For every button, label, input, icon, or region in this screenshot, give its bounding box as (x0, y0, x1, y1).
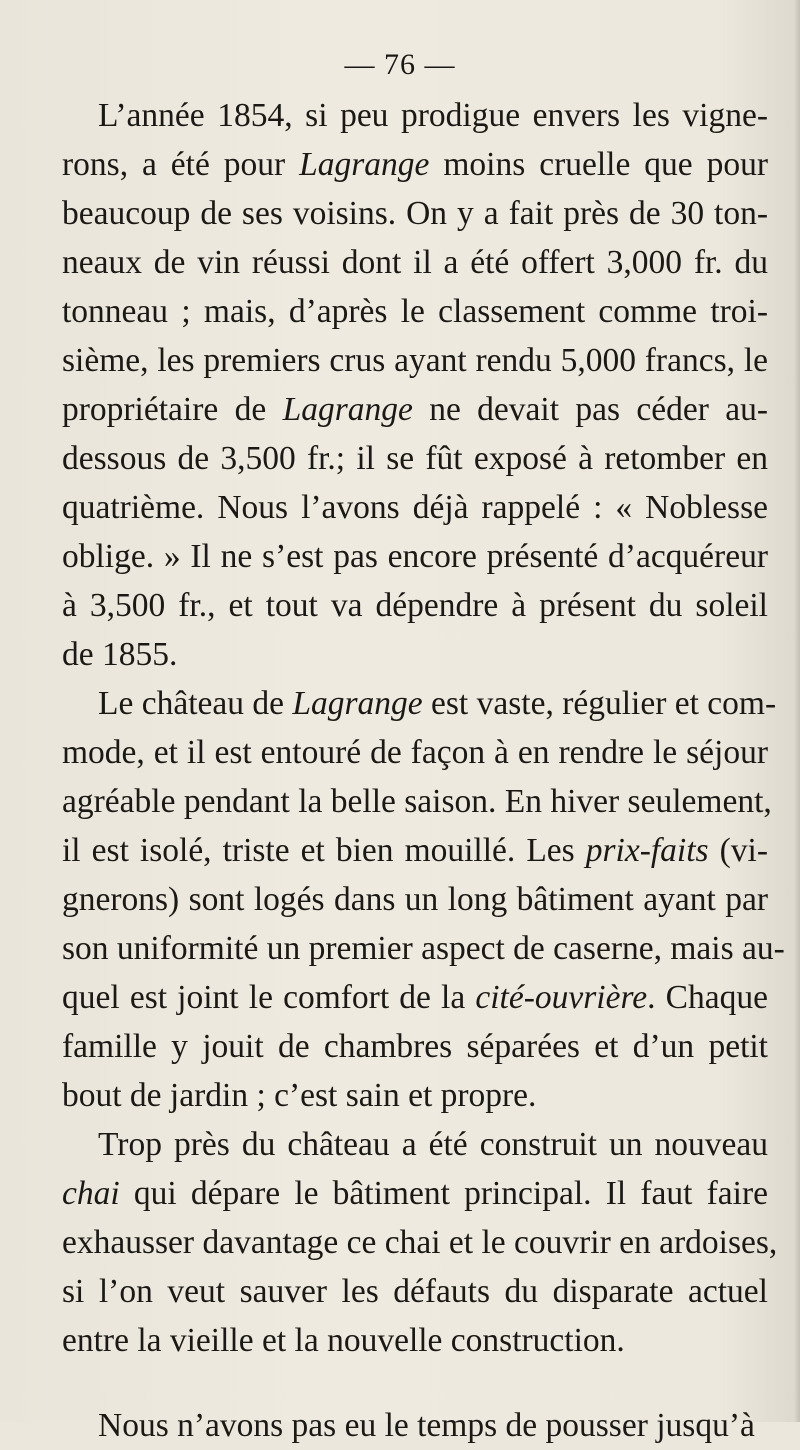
text-run: . Chaque (647, 979, 768, 1016)
text-run: Le château de (98, 685, 293, 722)
text-run: Nous n’avons pas eu le temps de pousser jusqu’à (98, 1407, 755, 1444)
text-run: dessous de 3,500 fr.; il se fût exposé à retomber en (62, 440, 768, 477)
italic-term: cité-ouvrière (475, 979, 648, 1016)
text-run: est vaste, régulier et com- (422, 685, 777, 722)
text-run: famille y jouit de chambres séparées et d’un petit (62, 1028, 768, 1065)
paragraph-gap (62, 1365, 768, 1401)
text-line (62, 1071, 768, 1120)
text-run: entre la vieille et la nouvelle construction. (62, 1322, 625, 1359)
italic-term: prix-faits (585, 832, 709, 869)
text-run: beaucoup de ses voisins. On y a fait près de 30 ton- (62, 195, 768, 232)
text-run: gnerons) sont logés dans un long bâtiment ayant par (62, 881, 768, 918)
text-run: moins cruelle que pour (429, 146, 768, 183)
text-run: si l’on veut sauver les défauts du disparate actuel (62, 1273, 768, 1310)
text-line (62, 1022, 768, 1071)
text-line (62, 483, 768, 532)
text-run: tonneau ; mais, d’après le classement comme troi- (62, 293, 768, 330)
page-edge-shadow (794, 0, 800, 1422)
text-line (62, 91, 768, 140)
text-run: qui dépare le bâtiment principal. Il faut faire (119, 1175, 768, 1212)
text-run: propriétaire de (62, 391, 283, 428)
text-line (62, 728, 768, 777)
paragraph (62, 1401, 768, 1450)
text-run: exhausser davantage ce chai et le couvrir en ardoises, (62, 1224, 778, 1261)
text-line (62, 1316, 768, 1365)
paragraph (62, 91, 768, 679)
text-line (62, 924, 785, 973)
italic-term: chai (62, 1175, 120, 1212)
text-run: neaux de vin réussi dont il a été offert 3,000 fr. du (62, 244, 768, 281)
text-line (62, 1267, 768, 1316)
text-run: quatrième. Nous l’avons déjà rappelé : « Noblesse (62, 489, 768, 526)
text-run: bout de jardin ; c’est sain et propre. (62, 1077, 537, 1114)
text-run: oblige. » Il ne s’est pas encore présenté d’acquéreur (62, 538, 768, 575)
text-line (62, 1169, 768, 1218)
text-run: quel est joint le comfort de la (62, 979, 476, 1016)
text-line (62, 238, 768, 287)
italic-term: Lagrange (282, 391, 413, 428)
text-line (62, 581, 768, 630)
text-run: il est isolé, triste et bien mouillé. Les (62, 832, 586, 869)
text-run: Trop près du château a été construit un nouveau (98, 1126, 768, 1163)
text-line (62, 973, 768, 1022)
text-run: mode, et il est entouré de façon à en rendre le séjour (62, 734, 768, 771)
text-line (62, 287, 768, 336)
text-line (62, 532, 768, 581)
text-run: agréable pendant la belle saison. En hiver seulement, (62, 783, 772, 820)
text-run: de 1855. (62, 636, 178, 673)
text-run: (vi- (708, 832, 768, 869)
text-run: à 3,500 fr., et tout va dépendre à présent du soleil (62, 587, 768, 624)
paragraph (62, 1120, 778, 1365)
text-line (62, 1120, 768, 1169)
text-line (62, 385, 768, 434)
text-run: L’année 1854, si peu prodigue envers les vigne- (98, 97, 768, 134)
text-line (62, 679, 777, 728)
text-run: rons, a été pour (62, 146, 300, 183)
text-line (62, 189, 768, 238)
text-line (62, 630, 768, 679)
text-line (62, 875, 768, 924)
text-line (62, 1218, 778, 1267)
text-line (62, 1401, 768, 1450)
body-text (62, 91, 785, 1450)
page-number: — 76 — (344, 48, 456, 81)
italic-term: Lagrange (299, 146, 430, 183)
paragraph (62, 679, 785, 1120)
text-line (62, 140, 768, 189)
text-line (62, 336, 768, 385)
italic-term: Lagrange (292, 685, 423, 722)
text-run: sième, les premiers crus ayant rendu 5,000 francs, le (62, 342, 768, 379)
text-line (62, 777, 772, 826)
text-line (62, 434, 768, 483)
text-run: son uniformité un premier aspect de caserne, mais au- (62, 930, 785, 967)
text-run: ne devait pas céder au- (412, 391, 768, 428)
text-line (62, 826, 768, 875)
